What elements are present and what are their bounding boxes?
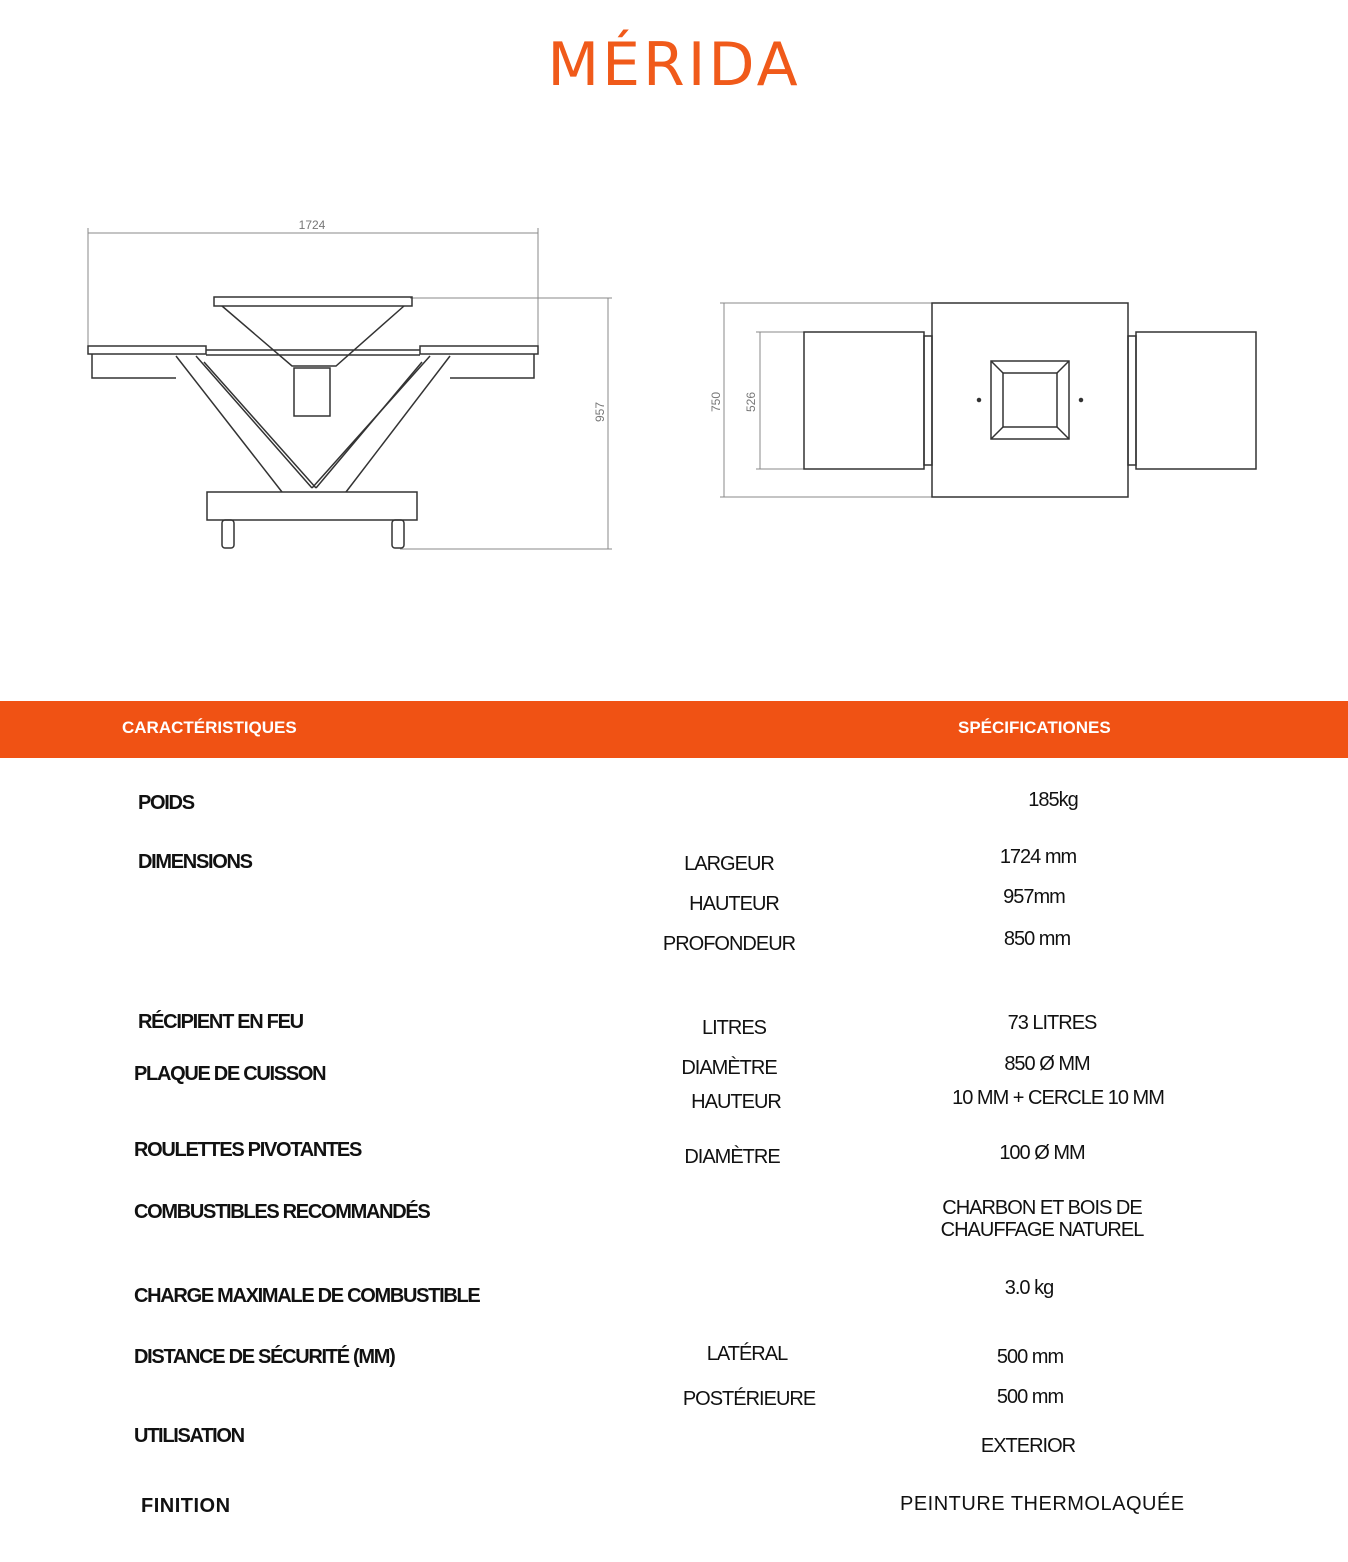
front-height-label: 957 [593,401,607,423]
row-label-utilisation: UTILISATION [134,1425,244,1447]
row-value-recipient: 73 LITRES [1007,1012,1097,1034]
row-value-utilisation: EXTERIOR [980,1435,1076,1457]
row-sub-posterieure: POSTÉRIEURE [682,1388,816,1410]
top-depth-label: 750 [709,391,723,413]
row-value-profondeur: 850 mm [1003,928,1071,950]
header-specifications: SPÉCIFICATIONES [958,718,1111,737]
product-title: MÉRIDA [547,30,801,100]
row-value-lateral: 500 mm [996,1346,1064,1368]
row-label-finition: FINITION [141,1495,231,1517]
row-sub-hauteur: HAUTEUR [689,893,779,915]
row-value-charge: 3.0 kg [1004,1277,1054,1299]
row-sub-roulettes-diametre: DIAMÈTRE [684,1146,780,1168]
row-value-combustibles-line1: CHARBON ET BOIS DE [942,1197,1142,1219]
row-label-plaque: PLAQUE DE CUISSON [134,1063,326,1085]
row-value-diametre: 850 Ø MM [1004,1053,1090,1075]
row-sub-profondeur: PROFONDEUR [662,933,796,955]
row-sub-lateral: LATÉRAL [706,1343,788,1365]
front-view-drawing [88,218,612,549]
row-value-hauteur: 957mm [1003,886,1065,908]
spec-table-header [0,701,1348,758]
row-label-poids: POIDS [138,792,194,814]
top-view-drawing [709,303,1256,497]
row-sub-litres: LITRES [701,1017,767,1039]
front-height-dimension [400,298,612,549]
row-value-posterieure: 500 mm [996,1386,1064,1408]
row-label-distance: DISTANCE DE SÉCURITÉ (MM) [134,1346,395,1368]
row-label-dimensions: DIMENSIONS [138,851,252,873]
row-value-largeur: 1724 mm [999,846,1077,868]
row-label-roulettes: ROULETTES PIVOTANTES [134,1139,361,1161]
row-label-charge: CHARGE MAXIMALE DE COMBUSTIBLE [134,1285,480,1307]
row-sub-diametre: DIAMÈTRE [681,1057,777,1079]
top-inner-label: 526 [744,391,758,413]
row-value-roulettes: 100 Ø MM [999,1142,1085,1164]
header-characteristics: CARACTÉRISTIQUES [122,718,297,737]
row-value-poids: 185kg [1028,789,1078,811]
row-label-recipient: RÉCIPIENT EN FEU [138,1011,303,1033]
row-value-combustibles-line2: CHAUFFAGE NATUREL [940,1219,1144,1241]
front-width-label: 1724 [298,218,326,232]
row-sub-largeur: LARGEUR [684,853,774,875]
row-value-plaque-hauteur: 10 MM + CERCLE 10 MM [952,1087,1164,1109]
front-width-dimension [88,228,538,350]
row-sub-plaque-hauteur: HAUTEUR [691,1091,781,1113]
row-value-finition: PEINTURE THERMOLAQUÉE [900,1493,1185,1515]
technical-drawing [0,200,1348,580]
row-label-combustibles: COMBUSTIBLES RECOMMANDÉS [134,1201,430,1223]
